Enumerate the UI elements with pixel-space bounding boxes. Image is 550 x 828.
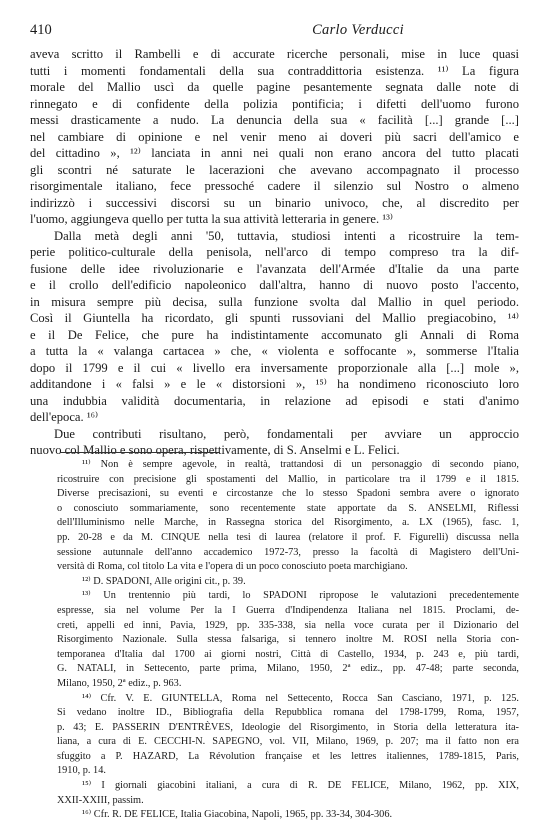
footnote-line: pp. 20-28 e da M. CINQUE nella tesi di laurea (relatore il prof. F. Figurelli) discussa nella — [57, 531, 519, 543]
body-line: gli scontri né saturate le lacerazioni che avevano accompagnato il processo — [30, 162, 519, 177]
footnote-line: XXII-XXIII, passim. — [57, 794, 144, 806]
footnote-line: G. NATALI, in Settecento, parte prima, Milano, 1950, 2ª ediz., pp. 47-48; parte seconda, — [57, 663, 519, 675]
body-line: dell'epoca. ¹⁶⁾ — [30, 410, 99, 424]
body-line: Due contributi risultano, però, fondamentali per avviare un approccio — [54, 426, 519, 441]
footnote-line: versità di Roma, col titolo La vita e l'opera di un poco conosciuto poeta marchigiano. — [57, 561, 408, 573]
body-line: risorgimentale italiano, fece pressoché cadere il silenzio sul Nostro o almeno — [30, 179, 519, 193]
body-line: nuovo col Mallio e sono opera, rispettivamente, di S. Anselmi e L. Felici. — [30, 443, 400, 457]
footnote-line: ¹²⁾ D. SPADONI, Alle origini cit., p. 39. — [82, 575, 246, 587]
body-line: aveva scritto il Rambelli e di accurate ricerche personali, mise in luce quasi — [30, 47, 519, 61]
body-line: perie politico-culturale della penisola, nell'arco di tempo compreso tra la dif- — [30, 245, 519, 259]
body-line: Così il Giuntella ha ricordato, gli spunti russoviani del Mallio pregiacobino, ¹⁴⁾ — [30, 311, 519, 325]
footnote-line: sfuggito a P. HAZARD, La Révolution française et les lettres italiennes, 1789-1815, Paris, — [57, 750, 519, 762]
body-line: messi drasticamente a nudo. La denuncia della sua « facilità [...] grande [...] — [30, 113, 519, 127]
footnote-line: liana, a cura di E. CECCHI-N. SAPEGNO, vol. VII, Milano, 1969, p. 207; ma il fatto non era — [57, 736, 519, 748]
footnote-line: espresse, sia nel volume Per la I Guerra d'Indipendenza Italiana nel 1815. Proclami, de- — [57, 604, 519, 616]
footnote-separator — [60, 452, 220, 453]
body-line: e il crollo dell'edificio napoleonico dall'altra, hanno di nuovo posto l'accento, — [30, 278, 519, 292]
body-line: additandone i « falsi » e le « distorsioni », ¹⁵⁾ ha nondimeno riconosciuto loro — [30, 377, 519, 391]
footnote-line: temporanea d'Italia dal 1700 ai giorni nostri, Città di Castello, 1934, p. 243 e, più tardi, — [57, 648, 519, 660]
footnote-line: ¹⁶⁾ Cfr. R. DE FELICE, Italia Giacobina, Napoli, 1965, pp. 33-34, 304-306. — [82, 809, 393, 821]
body-line: a tutta la « valanga cartacea » che, « violenta e soffocante », sommerse l'Italia — [30, 344, 519, 358]
body-line: fusione delle idee rivoluzionarie e l'avanzata dell'Armée d'Italie da una parte — [30, 261, 519, 276]
footnote-line: p. 43; E. PASSERIN D'ENTRÈVES, Ideologie del Risorgimento, in Storia della letteratura ita- — [57, 721, 519, 733]
body-line: rinnegato e di confidente della polizia pontificia; i difetti dell'uomo furono — [30, 96, 519, 111]
footnotes — [57, 458, 519, 823]
body-line: morale del Mallio uscì da quelle pagine pesantemente segnata dalle note di — [30, 80, 519, 94]
footnote-line: sessione autunnale dell'anno accademico 1972-73, presso la facoltà di Magistero dell'Uni- — [57, 546, 519, 558]
body-line: dopo il 1799 e il cui « livello era inversamente proporzionale alla [...] mole », — [30, 360, 519, 375]
body-line: e il De Felice, che pure ha indistintamente accomunato gli Annali di Roma — [30, 327, 519, 342]
footnote-line: Si vedano inoltre ID., Bibliografia della Repubblica romana del 1798-1799, Roma, 1957, — [57, 707, 519, 719]
page-number: 410 — [30, 22, 52, 38]
footnote-line: ¹¹⁾ Non è sempre agevole, in realtà, trattandosi di un personaggio di secondo piano, — [82, 459, 519, 470]
footnote-line: Diverse precisazioni, su eventi e circostanze che lo stesso Spadoni sembra avere o ignorato — [57, 488, 519, 500]
body-line: tutti i momenti fondamentali della sua contraddittoria esistenza. ¹¹⁾ La figura — [30, 63, 519, 78]
footnote-line: ¹⁵⁾ I giornali giacobini italiani, a cura di R. DE FELICE, Milano, 1962, pp. XIX, — [82, 780, 519, 792]
body-text — [30, 46, 519, 459]
body-line: una indubbia validità documentaria, in relazione ad episodi e stati d'animo — [30, 393, 519, 408]
footnote-line: ¹⁴⁾ Cfr. V. E. GIUNTELLA, Roma nel Settecento, Rocca San Casciano, 1971, p. 125. — [82, 692, 519, 704]
footnote-line: ricostruire con precisione gli spostamenti del Mallio, in particolare tra il 1799 e il 1815. — [57, 473, 519, 485]
body-line: indirizzò i successivi discorsi su un binario univoco, che, al discredito per — [30, 195, 519, 210]
body-line: del cittadino », ¹²⁾ lanciata in anni nei quali non erano ancora del tutto placati — [30, 146, 519, 160]
body-line: nel cambiare di opinione e nel venir meno ai doveri più sacri dell'amico e — [30, 129, 519, 144]
body-line: in misura sempre più decisa, sulla funzione svolta dal Mallio in quel periodo. — [30, 294, 519, 309]
footnote-line: creti, appelli ed inni, Pavia, 1929, pp. 335-338, sia nella voce curata per il Dizionario del — [57, 619, 519, 631]
page-header — [30, 22, 516, 42]
footnote-line: 1910, p. 14. — [57, 765, 106, 777]
footnote-line: dell'Illuminismo nelle Marche, in Rassegna storica del Risorgimento, a. LX (1965), fasc. 1, — [57, 517, 519, 529]
footnote-line: ¹³⁾ Un trentennio più tardi, lo SPADONI ripropose le valutazioni precedentemente — [82, 590, 519, 602]
footnote-line: Milano, 1950, 2ª ediz., p. 963. — [57, 677, 182, 689]
body-line: Dalla metà degli anni '50, tuttavia, studiosi intenti a ricostruire la tem- — [54, 228, 519, 243]
footnote-line: Risorgimento Nazionale. Sulla stessa falsariga, si tennero inoltre M. ROSI nella Storia con- — [57, 634, 519, 646]
body-line: l'uomo, aggiungeva quello per tutta la sua attività letteraria in genere. ¹³⁾ — [30, 212, 393, 226]
running-head: Carlo Verducci — [312, 22, 404, 38]
footnote-line: o conosciuto sommariamente, sono recentemente state apportate da S. ANSELMI, Riflessi — [57, 502, 519, 514]
